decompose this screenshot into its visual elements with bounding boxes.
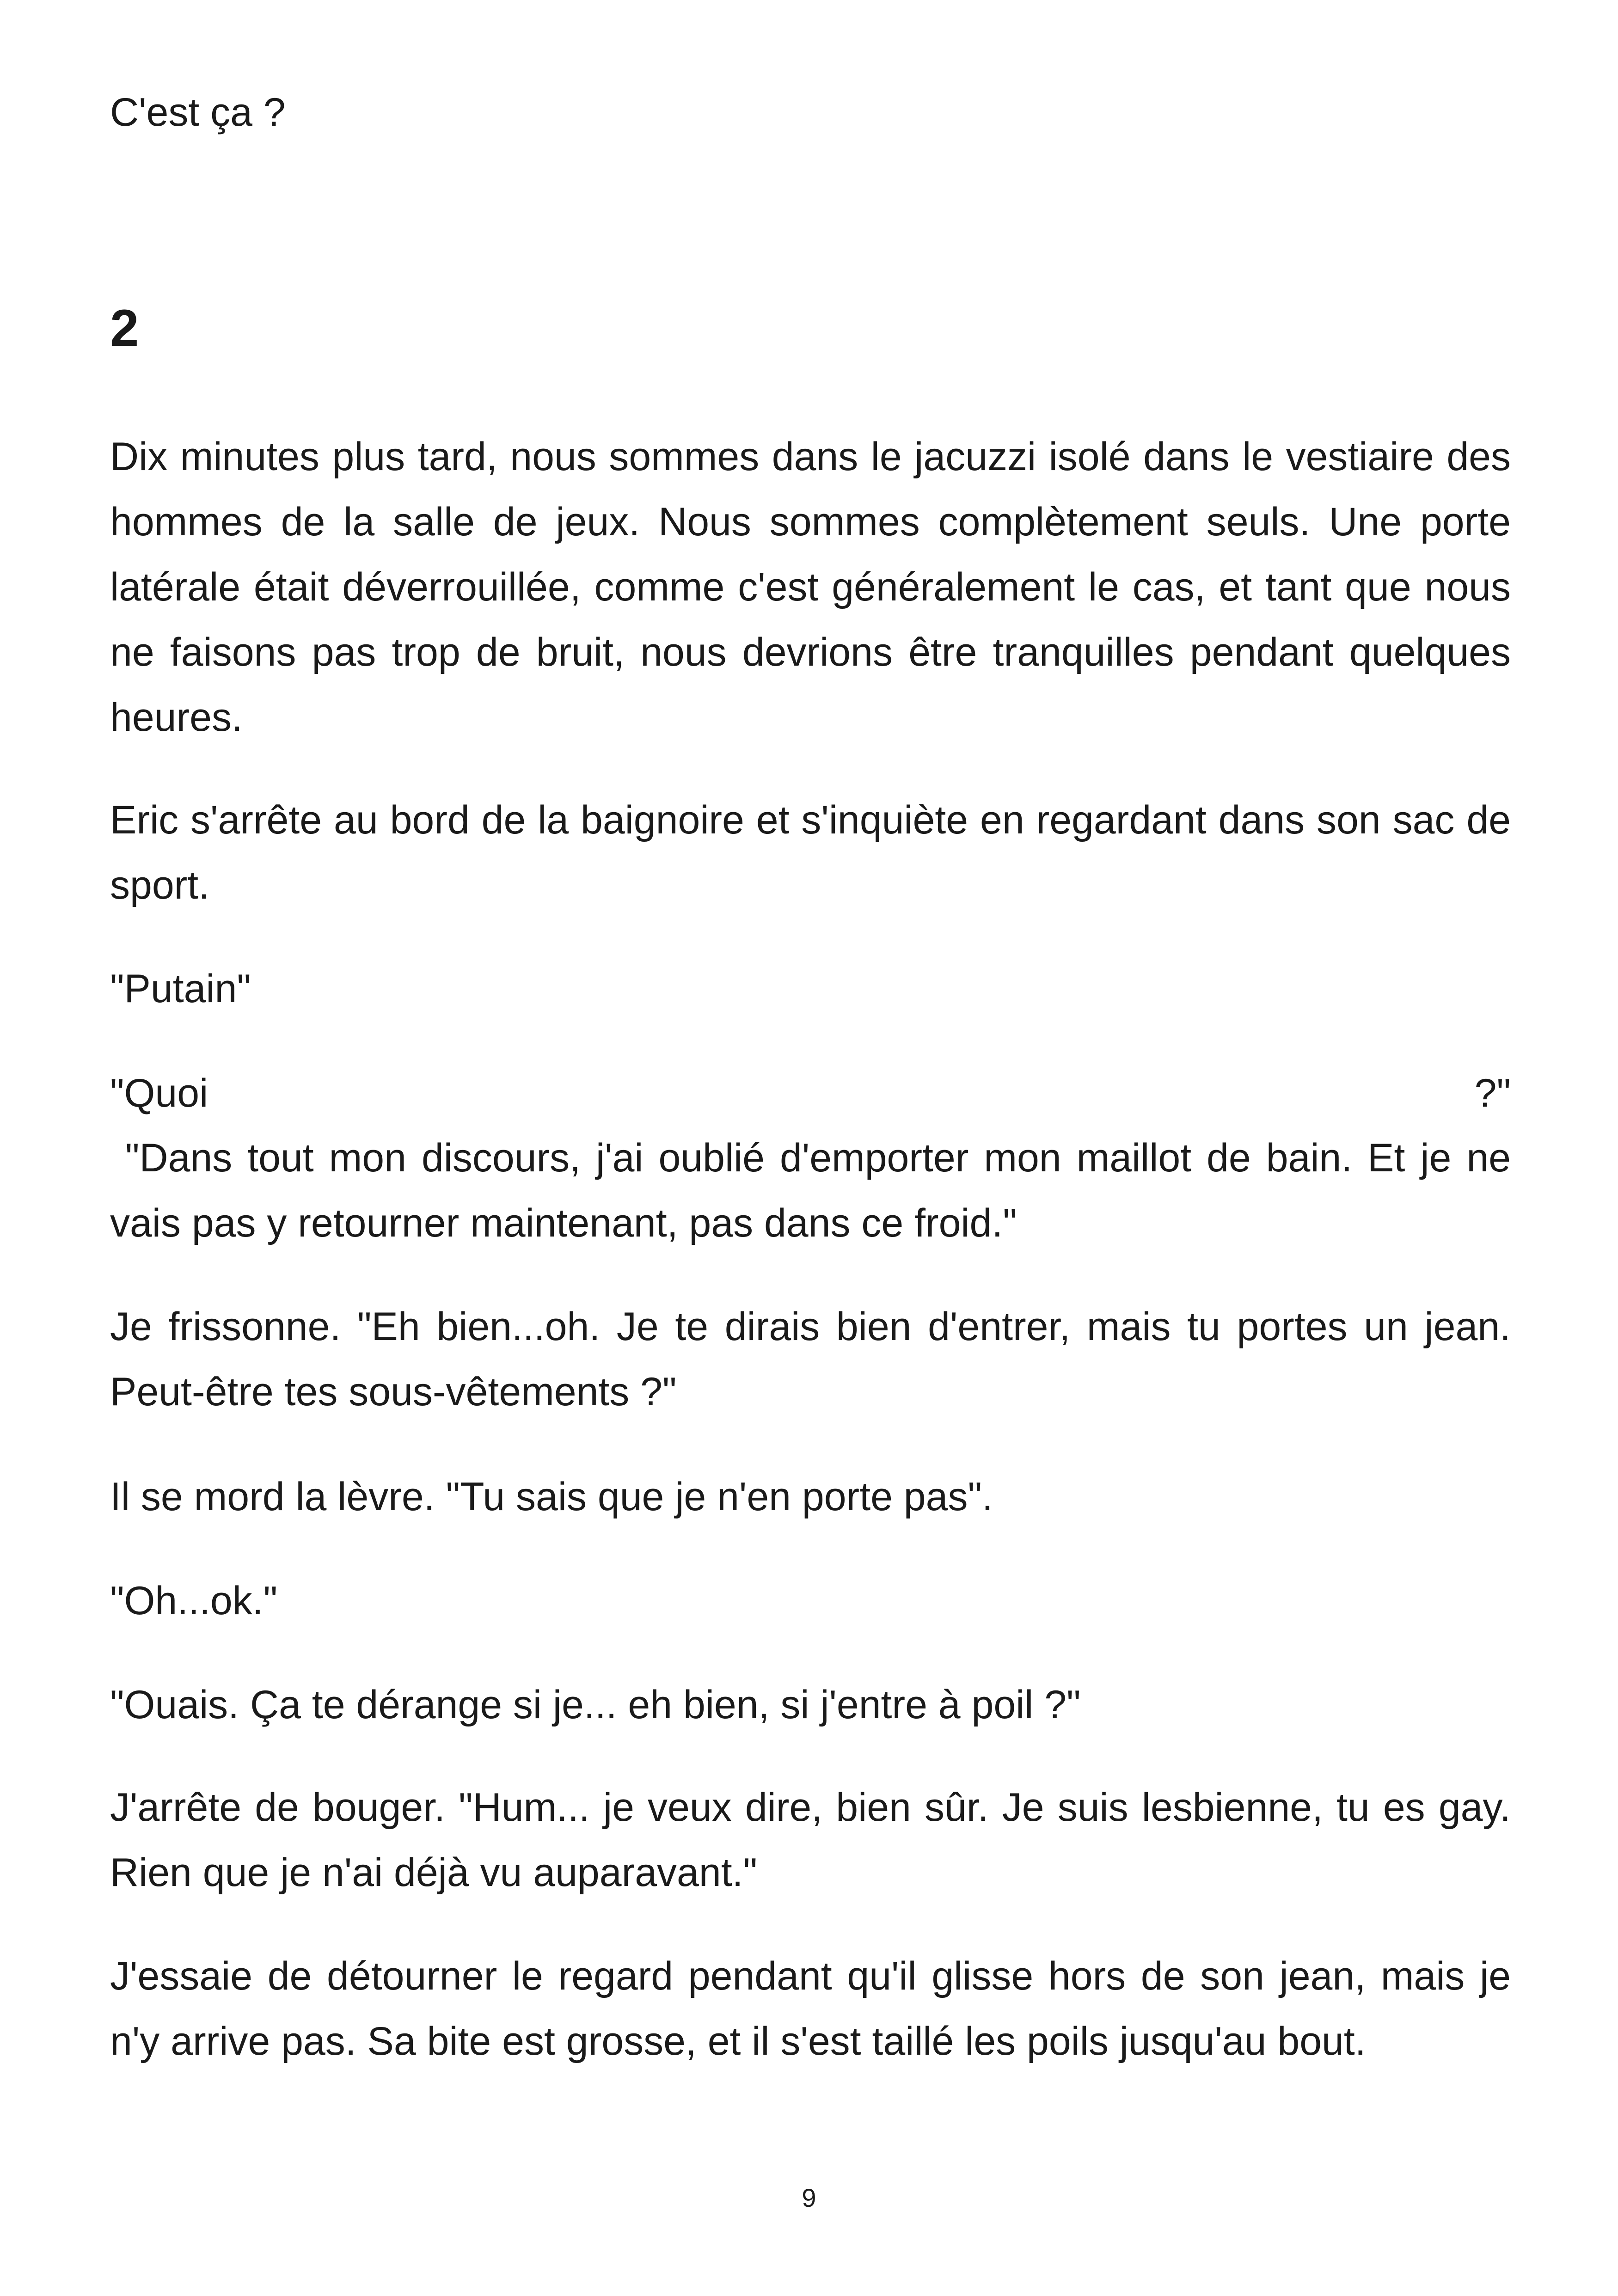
page-number: 9 bbox=[802, 2183, 816, 2212]
chapter-number: 2 bbox=[110, 299, 139, 357]
paragraph-2: Eric s'arrête au bord de la baignoire et s'inquiète en regardant dans son sac de sport. bbox=[110, 798, 1511, 907]
paragraph-5: "Dans tout mon discours, j'ai oublié d'emporter mon maillot de bain. Et je ne vais pas y retourner maintenant, pas dans ce froid." bbox=[110, 1136, 1522, 1245]
lead-line: C'est ça ? bbox=[110, 90, 286, 135]
paragraph-4: "Quoi ?" bbox=[110, 1071, 1511, 1115]
paragraph-3: "Putain" bbox=[110, 967, 251, 1011]
paragraph-7: Il se mord la lèvre. "Tu sais que je n'en porte pas". bbox=[110, 1475, 993, 1519]
paragraph-8: "Oh...ok." bbox=[110, 1579, 278, 1623]
paragraph-11: J'essaie de détourner le regard pendant qu'il glisse hors de son jean, mais je n'y arrive pas. Sa bite est grosse, et il s'est taillé les poils jusqu'au bout. bbox=[110, 1954, 1511, 2063]
paragraph-6: Je frissonne. "Eh bien...oh. Je te dirais bien d'entrer, mais tu portes un jean. Peut-être tes sous-vêtements ?" bbox=[110, 1304, 1511, 1414]
paragraph-1: Dix minutes plus tard, nous sommes dans le jacuzzi isolé dans le vestiaire des hommes de la salle de jeux. Nous sommes complètement seuls. Une porte latérale était déverrouillée, comme c'est généralement le cas, et tant que nous ne faisons pas trop de bruit, nous devrions être tranquilles pendant quelques heures. bbox=[110, 435, 1511, 740]
paragraph-10: J'arrête de bouger. "Hum... je veux dire, bien sûr. Je suis lesbienne, tu es gay. Rien que je n'ai déjà vu auparavant." bbox=[110, 1785, 1511, 1895]
paragraph-9: "Ouais. Ça te dérange si je... eh bien, si j'entre à poil ?" bbox=[110, 1683, 1081, 1727]
